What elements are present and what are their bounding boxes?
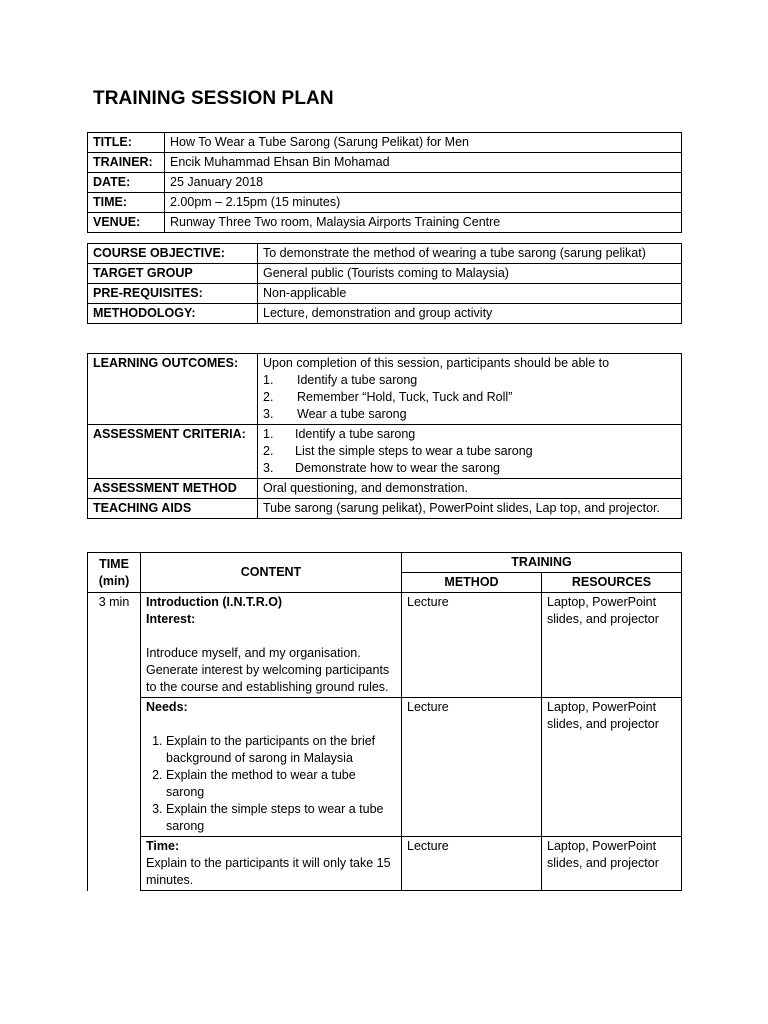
list-item: 2. List the simple steps to wear a tube sarong — [263, 444, 533, 458]
plan-table — [87, 552, 682, 891]
resources-cell: Laptop, PowerPoint slides, and projector — [542, 698, 682, 837]
list-item: 3. Demonstrate how to wear the sarong — [263, 461, 500, 475]
table-row — [88, 213, 682, 233]
outcomes-label: LEARNING OUTCOMES: — [88, 354, 258, 425]
list-item: 3. Wear a tube sarong — [263, 407, 407, 421]
table-row — [88, 698, 682, 837]
course-label: COURSE OBJECTIVE: — [88, 244, 258, 264]
method-cell: Lecture — [402, 593, 542, 698]
header-training: TRAINING — [402, 553, 682, 573]
table-row — [88, 304, 682, 324]
table-row — [88, 593, 682, 698]
table-row — [88, 837, 682, 891]
course-value: General public (Tourists coming to Malaysia) — [258, 264, 682, 284]
course-table — [87, 243, 682, 324]
info-value: Runway Three Two room, Malaysia Airports Training Centre — [165, 213, 682, 233]
method-cell: Lecture — [402, 698, 542, 837]
table-row — [88, 425, 682, 479]
course-label: TARGET GROUP — [88, 264, 258, 284]
outcomes-cell — [258, 354, 682, 425]
outcomes-intro: Upon completion of this session, participants should be able to — [263, 356, 610, 370]
course-value: Lecture, demonstration and group activity — [258, 304, 682, 324]
steps-list — [146, 733, 396, 835]
list-item: 3. Explain the simple steps to wear a tube sarong — [166, 801, 396, 835]
header-method: METHOD — [402, 573, 542, 593]
session-info-table — [87, 132, 682, 233]
content-heading: Introduction (I.N.T.R.O) — [146, 595, 283, 609]
criteria-list — [263, 426, 676, 477]
list-item: 2. Explain the method to wear a tube sarong — [166, 767, 396, 801]
table-row — [88, 284, 682, 304]
table-row — [88, 479, 682, 499]
content-cell — [141, 698, 402, 837]
outcomes-list — [263, 372, 676, 423]
criteria-label: ASSESSMENT CRITERIA: — [88, 425, 258, 479]
criteria-cell — [258, 425, 682, 479]
info-label: TRAINER: — [88, 153, 165, 173]
info-value: 2.00pm – 2.15pm (15 minutes) — [165, 193, 682, 213]
content-cell — [141, 837, 402, 891]
list-item: 1. Identify a tube sarong — [263, 373, 418, 387]
header-resources: RESOURCES — [542, 573, 682, 593]
list-item: 1. Explain to the participants on the brief background of sarong in Malaysia — [166, 733, 396, 767]
content-subheading: Time: — [146, 839, 180, 853]
list-item: 1. Identify a tube sarong — [263, 427, 416, 441]
assessment-method-label: ASSESSMENT METHOD — [88, 479, 258, 499]
info-label: TITLE: — [88, 133, 165, 153]
page-title: TRAINING SESSION PLAN — [93, 88, 334, 109]
table-row — [88, 264, 682, 284]
table-row — [88, 499, 682, 519]
method-cell: Lecture — [402, 837, 542, 891]
course-value: To demonstrate the method of wearing a tube sarong (sarung pelikat) — [258, 244, 682, 264]
content-cell — [141, 593, 402, 698]
resources-cell: Laptop, PowerPoint slides, and projector — [542, 837, 682, 891]
list-item: 2. Remember “Hold, Tuck, Tuck and Roll” — [263, 390, 513, 404]
course-value: Non-applicable — [258, 284, 682, 304]
content-subheading: Interest: — [146, 612, 196, 626]
info-value: 25 January 2018 — [165, 173, 682, 193]
info-value: Encik Muhammad Ehsan Bin Mohamad — [165, 153, 682, 173]
content-body: Explain to the participants it will only take 15 minutes. — [146, 856, 391, 887]
info-value: How To Wear a Tube Sarong (Sarung Pelikat) for Men — [165, 133, 682, 153]
course-label: METHODOLOGY: — [88, 304, 258, 324]
assessment-method-value: Oral questioning, and demonstration. — [258, 479, 682, 499]
table-row — [88, 153, 682, 173]
header-content: CONTENT — [141, 553, 402, 593]
resources-cell: Laptop, PowerPoint slides, and projector — [542, 593, 682, 698]
table-row — [88, 133, 682, 153]
content-body: Introduce myself, and my organisation. Generate interest by welcoming participants to the course and establishing ground rules. — [146, 646, 390, 694]
table-row — [88, 193, 682, 213]
table-row — [88, 553, 682, 573]
info-label: TIME: — [88, 193, 165, 213]
teaching-aids-value: Tube sarong (sarung pelikat), PowerPoint slides, Lap top, and projector. — [258, 499, 682, 519]
header-time: TIME (min) — [88, 553, 141, 593]
teaching-aids-label: TEACHING AIDS — [88, 499, 258, 519]
outcomes-table — [87, 353, 682, 519]
info-label: DATE: — [88, 173, 165, 193]
course-label: PRE-REQUISITES: — [88, 284, 258, 304]
table-row — [88, 173, 682, 193]
time-cell: 3 min — [88, 593, 141, 891]
info-label: VENUE: — [88, 213, 165, 233]
table-row — [88, 354, 682, 425]
content-subheading: Needs: — [146, 700, 188, 714]
table-row — [88, 244, 682, 264]
